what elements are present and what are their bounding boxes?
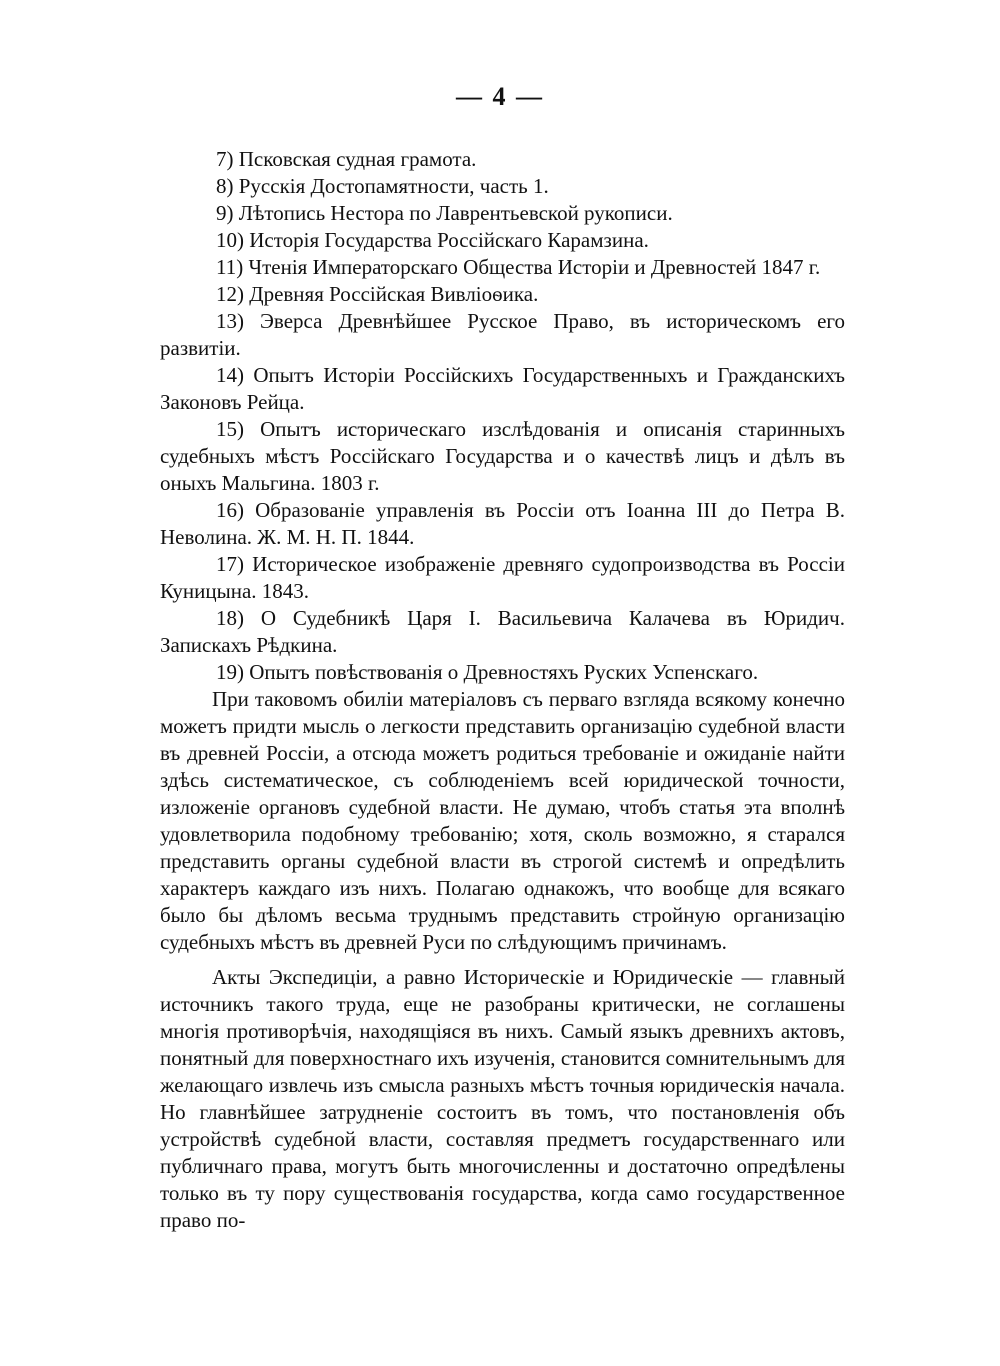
- bibliography-item: 12) Древняя Россійская Вивліоѳика.: [216, 282, 539, 306]
- body-paragraph: При таковомъ обиліи матеріаловъ съ перваго взгляда всякому конечно можетъ придти мысль о легкости представить организацію судебной власти въ древней Россіи, а отсюда можетъ родиться требованіе и ожиданіе найти здѣсь систематическое, съ соблюденіемъ всей юридической точности, изложеніе органовъ судебной власти. Не думаю, чтобъ статья эта вполнѣ удовлетворила подобному требованію; хотя, сколь возможно, я старался представить органы судебной власти въ строгой системѣ и опредѣлить характеръ каждаго изъ нихъ. Полагаю однакожъ, что вообще для всякаго было бы дѣломъ весьма труднымъ представить стройную организацію судебныхъ мѣстъ въ древней Руси по слѣдующимъ причинамъ.: [160, 687, 845, 954]
- bibliography-item: 9) Лѣтопись Нестора по Лаврентьевской рукописи.: [216, 201, 673, 225]
- page-number: — 4 —: [456, 82, 544, 111]
- bibliography-item: 18) О Судебникѣ Царя І. Васильевича Калачева въ Юридич. Запискахъ Рѣдкина.: [160, 606, 845, 657]
- bibliography-item: 14) Опытъ Исторіи Россійскихъ Государственныхъ и Гражданскихъ Законовъ Рейца.: [160, 363, 845, 414]
- bibliography-item: 8) Русскія Достопамятности, часть 1.: [216, 174, 549, 198]
- bibliography-item: 17) Историческое изображеніе древняго судопроизводства въ Россіи Куницына. 1843.: [160, 552, 845, 603]
- bibliography-item: 13) Эверса Древнѣйшее Русское Право, въ историческомъ его развитіи.: [160, 309, 845, 360]
- bibliography-item: 16) Образованіе управленія въ Россіи отъ Іоанна III до Петра В. Неволина. Ж. М. Н. П. 1844.: [160, 498, 845, 549]
- bibliography-item: 10) Исторія Государства Россійскаго Карамзина.: [216, 228, 649, 252]
- bibliography-item: 19) Опытъ повѣствованія о Древностяхъ Руских Успенскаго.: [216, 660, 759, 684]
- body-paragraph: Акты Экспедиціи, а равно Историческіе и Юридическіе — главный источникъ такого труда, еще не разобраны критически, не соглашены многія противорѣчія, находящіяся въ нихъ. Самый языкъ древнихъ актовъ, понятный для поверхностнаго ихъ изученія, становится сомнительнымъ для желающаго извлечь изъ смысла разныхъ мѣстъ точныя юридическія начала. Но главнѣйшее затрудненіе состоитъ въ томъ, что постановленія объ устройствѣ судебной власти, составляя предметъ государственнаго или публичнаго права, могутъ быть многочисленны и достаточно опредѣлены только въ ту пору существованія государства, когда само государственное право по-: [160, 965, 845, 1232]
- bibliography-list: [160, 146, 845, 686]
- text-block: [160, 146, 845, 1234]
- bibliography-item: 11) Чтенія Императорскаго Общества Исторіи и Древностей 1847 г.: [216, 255, 821, 279]
- bibliography-item: 7) Псковская судная грамота.: [216, 147, 477, 171]
- bibliography-item: 15) Опытъ историческаго изслѣдованія и описанія старинныхъ судебныхъ мѣстъ Россійскаго Государства и о качествѣ лицъ и дѣлъ въ оныхъ Мальгина. 1803 г.: [160, 417, 845, 495]
